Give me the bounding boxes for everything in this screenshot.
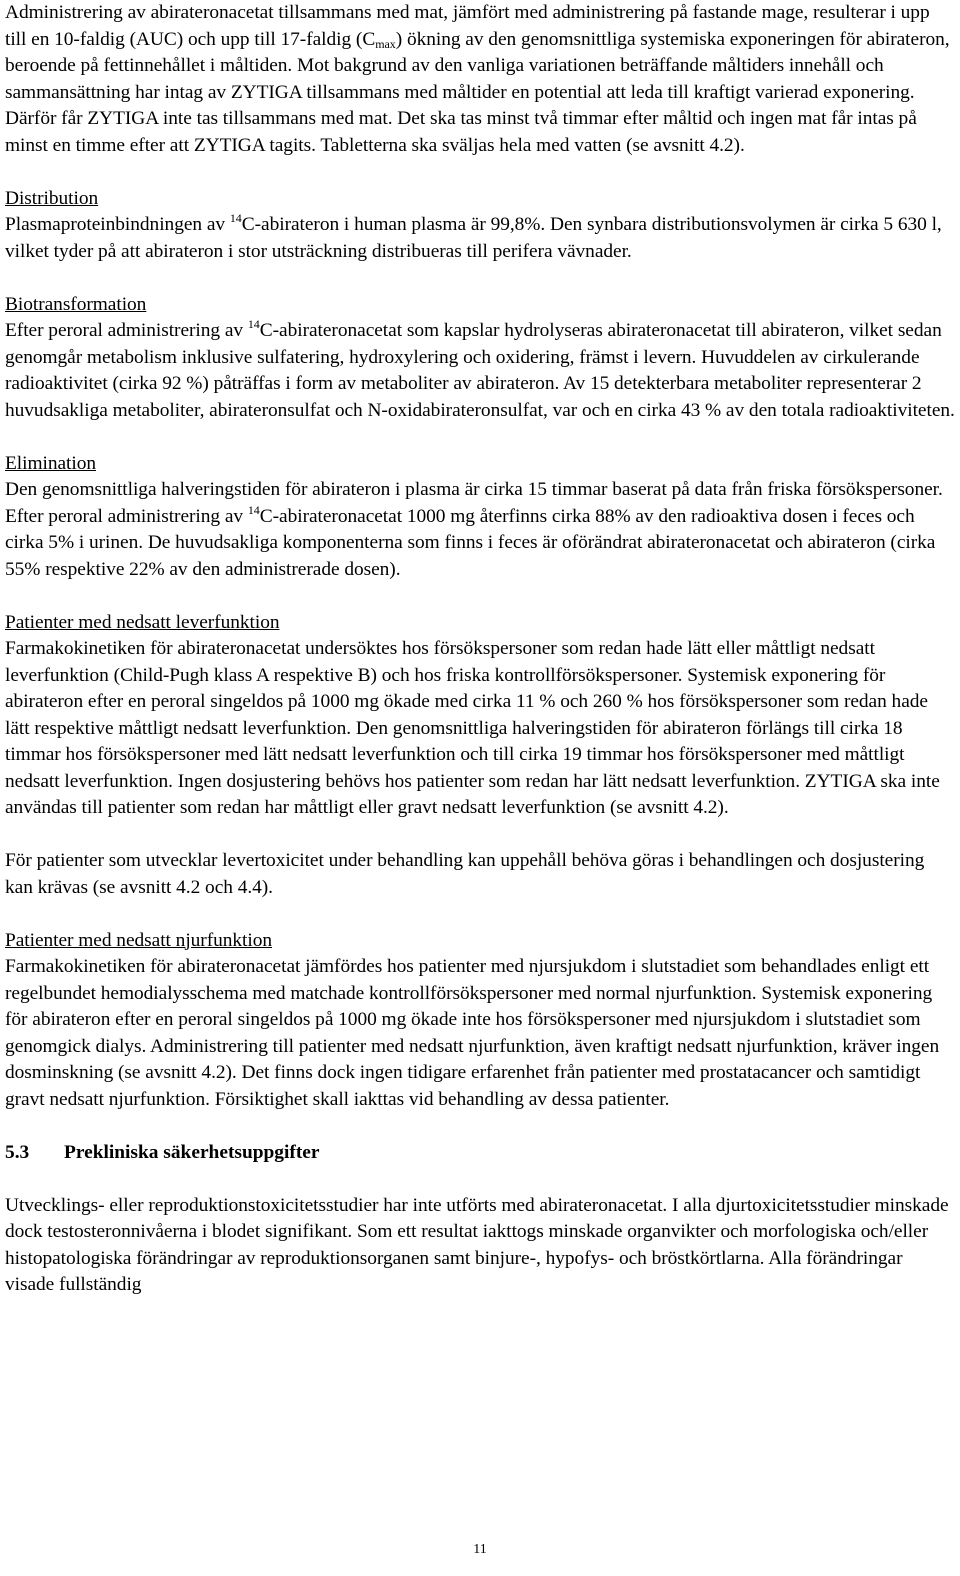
food-effect-paragraph: Administrering av abirateronacetat tillsammans med mat, jämfört med administrering på fastande mage, resulterar i upp till en 10-faldig (AUC) och upp till 17-faldig $(C_{max})$ ökning av den genomsnittliga systemiska exponeringen för abirateron, beroende på fettinnehållet i måltiden. Mot bakgrund av den vanliga variationen beträffande måltiders innehåll och sammansättning har intag av ZYTIGA tillsammans med måltider en potential att leda till kraftigt varierad exponering. Därför får ZYTIGA inte tas tillsammans med mat. Det ska tas minst två timmar efter måltid och ingen mat får intas på minst en timme efter att ZYTIGA tagits. Tabletterna ska sväljas hela med vatten (se avsnitt 4.2).: [5, 2, 950, 156]
cmax-subscript: max: [375, 36, 396, 51]
section-5-3-heading: [5, 1140, 955, 1167]
liver-heading: Patienter med nedsatt leverfunktion: [5, 611, 280, 633]
preclinical-text: Utvecklings- eller reproduktionstoxicitetsstudier har inte utförts med abirateronacetat. I alla djurtoxicitetsstudier minskade dock testosteronnivåerna i blodet signifikant. Som ett resultat iakttogs minskade organvikter och morfologiska och/eller histopatologiska förändringar av reproduktionsorganen samt binjure-, hypofys- och bröstkörtlarna. Alla förändringar visade fullständig: [5, 1194, 949, 1295]
isotope-superscript: 14: [229, 211, 242, 225]
elimination-section: [5, 451, 955, 584]
section-number: 5.3: [5, 1141, 30, 1163]
section-5-3: [5, 1140, 955, 1167]
kidney-text: Farmakokinetiken för abirateronacetat jämfördes hos patienter med njursjukdom i slutstadiet som behandlades enligt ett regelbundet hemodialysschema med matchade kontrollförsökspersoner med normal njurfunktion. Systemisk exponering för abirateron efter en peroral singeldos på 1000 mg ökade inte hos försökspersoner med njursjukdom i slutstadiet som genomgick dialys. Administrering till patienter med nedsatt njurfunktion, även kraftigt nedsatt njurfunktion, kräver ingen dosminskning (se avsnitt 4.2). Det finns dock ingen tidigare erfarenhet från patienter med prostatacancer och samtidigt gravt nedsatt njurfunktion. Försiktighet skall iakttas vid behandling av dessa patienter.: [5, 956, 940, 1110]
kidney-section: [5, 928, 955, 1114]
liver-toxicity-text: För patienter som utvecklar levertoxicitet under behandling kan uppehåll behöva göras i behandlingen och dosjustering kan krävas (se avsnitt 4.2 och 4.4).: [5, 850, 925, 898]
elimination-text: Den genomsnittliga halveringstiden för abirateron i plasma är cirka 15 timmar baserat på data från friska försökspersoner. Efter peroral administrering av $^{14}$C-abirateronacetat 1000 mg återfinns cirka 88% av den radioaktiva dosen i feces och cirka 5% i urinen. De huvudsakliga komponenterna som finns i feces är oförändrat abirateronacetat och abirateron (cirka 55% respektive 22% av den administrerade dosen).: [5, 479, 943, 580]
distribution-section: [5, 186, 955, 266]
liver-text: Farmakokinetiken för abirateronacetat undersöktes hos försökspersoner som redan hade lätt eller måttligt nedsatt leverfunktion (Child-Pugh klass A respektive B) och hos friska kontrollförsökspersoner. Systemisk exponering för abirateron efter en peroral singeldos på 1000 mg ökade med cirka 11 % och 260 % hos försökspersoner som redan hade lätt respektive måttligt nedsatt leverfunktion. Den genomsnittliga halveringstiden för abirateron förlängs till cirka 18 timmar hos försökspersoner med lätt nedsatt leverfunktion och till cirka 19 timmar hos försökspersoner med måttligt nedsatt leverfunktion. Ingen dosjustering behövs hos patienter som redan har lätt nedsatt leverfunktion. ZYTIGA ska inte användas till patienter som redan har måttligt eller gravt nedsatt leverfunktion (se avsnitt 4.2).: [5, 638, 940, 818]
page-number: 11: [473, 1542, 487, 1557]
biotransformation-heading: Biotransformation: [5, 293, 147, 315]
section-title: Prekliniska säkerhetsuppgifter: [64, 1141, 320, 1163]
document-page: [5, 0, 955, 1557]
biotransformation-section: [5, 292, 955, 425]
biotransformation-text: Efter peroral administrering av $^{14}$C-abirateronacetat som kapslar hydrolyseras abirateronacetat till abirateron, vilket sedan genomgår metabolism inklusive sulfatering, hydroxylering och oxidering, främst i levern. Huvuddelen av cirkulerande radioaktivitet (cirka 92 %) påträffas i form av metaboliter av abirateron. Av 15 detekterbara metaboliter representerar 2 huvudsakliga metaboliter, abirateronsulfat och N-oxidabirateronsulfat, var och en cirka 43 % av den totala radioaktiviteten.: [5, 317, 955, 421]
isotope-superscript: 14: [247, 317, 260, 331]
distribution-heading: Distribution: [5, 187, 99, 209]
kidney-heading: Patienter med nedsatt njurfunktion: [5, 929, 273, 951]
elimination-heading: Elimination: [5, 452, 97, 474]
distribution-text: Plasmaproteinbindningen av $^{14}$C-abirateron i human plasma är 99,8%. Den synbara distributionsvolymen är cirka 5 630 l, vilket tyder på att abirateron i stor utsträckning distribueras till perifera vävnader.: [5, 211, 942, 262]
liver-section: [5, 610, 955, 822]
isotope-superscript: 14: [247, 502, 260, 517]
